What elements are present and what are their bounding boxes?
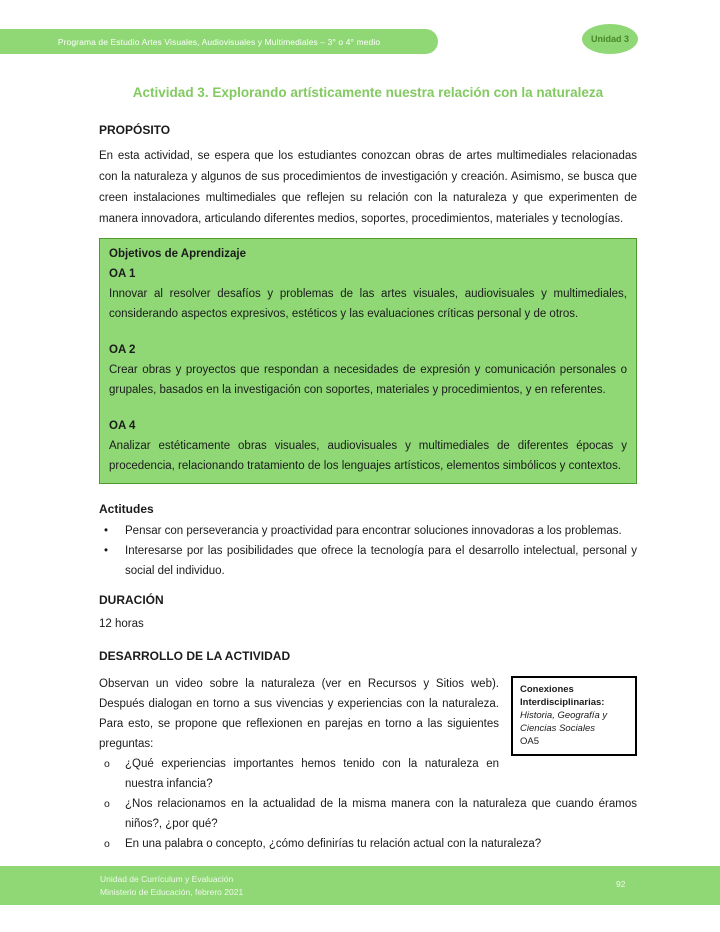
bullet-icon: • — [104, 545, 109, 557]
objectives-heading: Objetivos de Aprendizaje — [109, 248, 246, 260]
connections-subjects: Historia, Geografía y Ciencias Sociales — [520, 710, 608, 734]
desarrollo-section — [99, 674, 637, 794]
footer-credits — [100, 873, 243, 898]
connections-oa: OA5 — [520, 736, 540, 747]
objective-text: Analizar estéticamente obras visuales, audiovisuales y multimediales de diferentes épocas y procedencia, relacionando tratamiento de los lenguajes artísticos, elementos simbólicos y contextos. — [109, 440, 627, 472]
spacer — [109, 400, 627, 416]
list-item-text: Interesarse por las posibilidades que ofrece la tecnología para el desarrollo intelectual, personal y social del individuo. — [125, 545, 637, 577]
objective-text: Crear obras y proyectos que respondan a necesidades de expresión y comunicación personales o grupales, basados en la investigación con soportes, materiales y procedimientos, y en referentes. — [109, 364, 627, 396]
page-number: 92 — [616, 879, 626, 889]
program-label: Programa de Estudio Artes Visuales, Audiovisuales y Multimediales – 3° o 4° medio — [57, 36, 381, 47]
footer-org: Unidad de Currículum y Evaluación — [100, 874, 234, 884]
circle-bullet-icon: o — [104, 838, 110, 850]
list-item — [99, 541, 637, 581]
list-item — [99, 834, 637, 854]
questions-list — [99, 794, 637, 854]
objective-label: OA 2 — [109, 344, 136, 356]
footer-ministry: Ministerio de Educación, febrero 2021 — [100, 886, 244, 897]
connections-heading: Conexiones Interdisciplinarias: — [520, 684, 605, 708]
question-text: En una palabra o concepto, ¿cómo definirías tu relación actual con la naturaleza? — [125, 838, 542, 850]
questions-list-first — [99, 754, 499, 794]
objective-text: Innovar al resolver desafíos y problemas de las artes visuales, audiovisuales y multimediales, considerando aspectos expresivos, estéticos y las evaluaciones críticas personal y de otros. — [109, 288, 627, 320]
unit-badge-label: Unidad 3 — [590, 34, 629, 44]
list-item-text: Pensar con perseverancia y proactividad para encontrar soluciones innovadoras a los problemas. — [125, 525, 622, 537]
interdisciplinary-connections-box — [511, 676, 637, 756]
list-item — [99, 521, 637, 541]
footer-bar — [0, 866, 720, 905]
proposito-heading: PROPÓSITO — [99, 123, 171, 137]
unit-badge — [582, 24, 638, 54]
duracion-heading: DURACIÓN — [99, 593, 164, 607]
spacer — [109, 324, 627, 340]
desarrollo-heading: DESARROLLO DE LA ACTIVIDAD — [99, 649, 291, 663]
question-text: ¿Qué experiencias importantes hemos tenido con la naturaleza en nuestra infancia? — [125, 758, 499, 790]
actitudes-list — [99, 521, 637, 581]
bullet-icon: • — [104, 525, 109, 537]
activity-title: Actividad 3. Explorando artísticamente nuestra relación con la naturaleza — [132, 85, 604, 100]
list-item — [99, 754, 499, 794]
question-text: ¿Nos relacionamos en la actualidad de la misma manera con la naturaleza que cuando éramos niños?, ¿por qué? — [125, 798, 637, 830]
page-content — [99, 84, 637, 854]
circle-bullet-icon: o — [104, 798, 110, 810]
list-item — [99, 794, 637, 834]
header-bar — [0, 29, 438, 54]
duracion-value: 12 horas — [99, 618, 144, 630]
desarrollo-intro: Observan un video sobre la naturaleza (ver en Recursos y Sitios web). Después dialogan en torno a sus vivencias y experiencias con la naturaleza. Para esto, se propone que reflexionen en parejas en torno a las siguientes preguntas: — [99, 678, 499, 750]
objective-label: OA 1 — [109, 268, 136, 280]
circle-bullet-icon: o — [104, 758, 110, 770]
actitudes-heading: Actitudes — [99, 502, 154, 516]
proposito-body: En esta actividad, se espera que los estudiantes conozcan obras de artes multimediales relacionadas con la naturaleza y algunos de sus procedimientos de investigación y creación. Asimismo, se busca que creen instalaciones multimediales que reflejen su relación con la naturaleza y que experimenten de manera innovadora, articulando diferentes medios, soportes, procedimientos, materiales y tecnologías. — [99, 150, 637, 225]
objective-label: OA 4 — [109, 420, 136, 432]
objectives-box — [99, 238, 637, 484]
desarrollo-text-column — [99, 674, 499, 794]
